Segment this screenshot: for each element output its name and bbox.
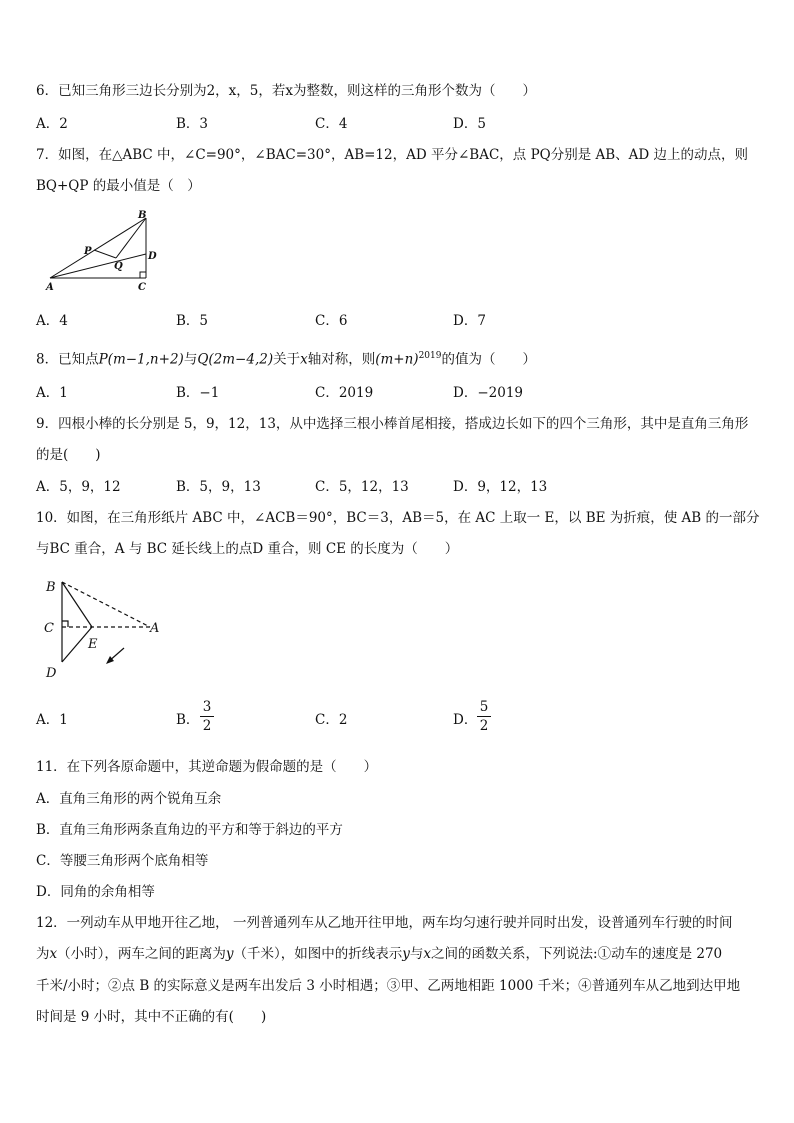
q8-text-3: 关于	[273, 351, 301, 368]
q11-stem: 11．在下列各原命题中，其逆命题为假命题的是（ ）	[36, 759, 378, 775]
q7-option-d: D．7	[453, 313, 486, 329]
q9-stem-line2: 的是( )	[36, 447, 101, 463]
q6-option-b: B．3	[176, 116, 209, 132]
q7-option-a: A．4	[36, 313, 68, 329]
q10-figure	[38, 572, 173, 684]
q8-stem	[36, 347, 536, 369]
q10-right-angle-mark	[62, 621, 68, 627]
q9-stem-line1: 9．四根小棒的长分别是 5，9，12，13，从中选择三根小棒首尾相接，搭成边长如下的四个三角形，其中是直角三角形	[36, 416, 749, 432]
q12-text-d: 与	[409, 946, 424, 962]
q10-stem-line1: 10．如图，在三角形纸片 ABC 中，∠ACB＝90°，BC＝3，AB＝5，在 AC 上取一 E，以 BE 为折痕，使 AB 的一部分	[36, 510, 760, 526]
q6-option-d: D．5	[453, 116, 486, 132]
q8-point-p: P(m−1,n+2)	[98, 351, 184, 368]
q11-option-d: D．同角的余角相等	[36, 884, 155, 900]
q10-option-c: C．2	[315, 712, 348, 728]
q8-option-a: A．1	[36, 385, 68, 401]
q10-segment-ba-dashed	[62, 582, 150, 627]
q12-line2	[36, 945, 722, 963]
q10-option-d-denominator: 2	[479, 718, 489, 734]
q11-option-b: B．直角三角形两条直角边的平方和等于斜边的平方	[36, 822, 343, 838]
q7-option-b: B．5	[176, 313, 209, 329]
q7-label-a: A	[46, 282, 54, 293]
q7-segment-bq	[116, 218, 146, 258]
q12-text-a: 为	[36, 946, 50, 962]
q10-option-d-numerator: 5	[479, 699, 489, 715]
q8-option-c: C．2019	[315, 385, 374, 401]
q8-exponent: 2019	[418, 351, 442, 361]
q6-option-c: C．4	[315, 116, 348, 132]
q12-var-y2: y	[402, 946, 410, 962]
q12-line4: 时间是 9 小时，其中不正确的有( )	[36, 1009, 267, 1025]
q10-option-b-numerator: 3	[202, 699, 212, 715]
q10-option-b-fraction	[200, 699, 214, 734]
q10-option-a: A．1	[36, 712, 68, 728]
q7-option-c: C．6	[315, 313, 348, 329]
q7-label-b: B	[138, 210, 147, 221]
q8-text-2: 与	[183, 351, 198, 368]
q11-option-a: A．直角三角形的两个锐角互余	[36, 791, 222, 807]
q7-stem-line1: 7．如图，在△ABC 中，∠C=90°，∠BAC=30°，AB=12，AD 平分∠BAC，点 PQ分别是 AB、AD 边上的动点，则	[36, 147, 749, 163]
q10-label-a: A	[150, 621, 160, 636]
q8-var-x: x	[300, 351, 308, 368]
q8-option-d: D．−2019	[453, 385, 523, 401]
q7-stem-line2: BQ+QP 的最小值是（ ）	[36, 178, 201, 194]
q10-option-b-prefix: B．	[176, 712, 200, 728]
q8-option-b: B．−1	[176, 385, 220, 401]
q7-label-c: C	[138, 282, 146, 293]
q8-base: (m+n)	[375, 351, 419, 368]
q7-label-q: Q	[114, 261, 123, 272]
q10-stem-line2: 与BC 重合，A 与 BC 延长线上的点D 重合，则 CE 的长度为（ ）	[36, 541, 459, 557]
q10-option-d-fraction	[477, 699, 491, 734]
q10-label-b: B	[46, 580, 56, 595]
q8-text-5: 的值为（ ）	[441, 351, 536, 368]
q8-text-1: 8．已知点	[36, 351, 99, 368]
q6-stem: 6．已知三角形三边长分别为2，x，5，若x为整数，则这样的三角形个数为（ ）	[36, 83, 536, 99]
q12-line1: 12．一列动车从甲地开往乙地， 一列普通列车从乙地开往甲地，两车均匀速行驶并同时出发，设普通列车行驶的时间	[36, 915, 733, 931]
q10-label-d: D	[46, 666, 57, 681]
q10-crease-be	[62, 582, 92, 627]
q12-var-x: x	[49, 946, 58, 962]
q7-label-p: P	[84, 246, 92, 257]
q11-option-c: C．等腰三角形两个底角相等	[36, 853, 209, 869]
q9-option-c: C．5，12，13	[315, 479, 409, 495]
q7-bisector-ad	[50, 254, 146, 278]
q10-option-d-prefix: D．	[453, 712, 478, 728]
q9-option-a: A．5，9，12	[36, 479, 121, 495]
q7-segment-pq	[94, 250, 116, 258]
q9-option-b: B．5，9，13	[176, 479, 261, 495]
q7-figure	[40, 206, 165, 296]
q12-var-x2: x	[423, 946, 432, 962]
q6-option-a: A．2	[36, 116, 68, 132]
q8-point-q: Q(2m−4,2)	[197, 351, 274, 368]
q7-label-d: D	[148, 251, 157, 262]
q10-option-b-denominator: 2	[202, 718, 212, 734]
q10-label-e: E	[88, 637, 98, 652]
q7-right-angle-mark	[140, 272, 146, 278]
q7-side-ab	[50, 218, 146, 278]
q12-text-c: （千米），如图中的折线表示	[233, 946, 403, 962]
q12-var-y: y	[225, 946, 234, 962]
q12-text-e: 之间的函数关系，下列说法:①动车的速度是 270	[431, 946, 723, 962]
q12-line3: 千米/小时；②点 B 的实际意义是两车出发后 3 小时相遇；③甲、乙两地相距 1000 千米；④普通列车从乙地到达甲地	[36, 978, 741, 994]
q9-option-d: D．9，12，13	[453, 479, 548, 495]
q12-text-b: （小时），两车之间的距离为	[57, 946, 226, 962]
q8-text-4: 轴对称，则	[307, 351, 376, 368]
q10-label-c: C	[44, 621, 54, 636]
